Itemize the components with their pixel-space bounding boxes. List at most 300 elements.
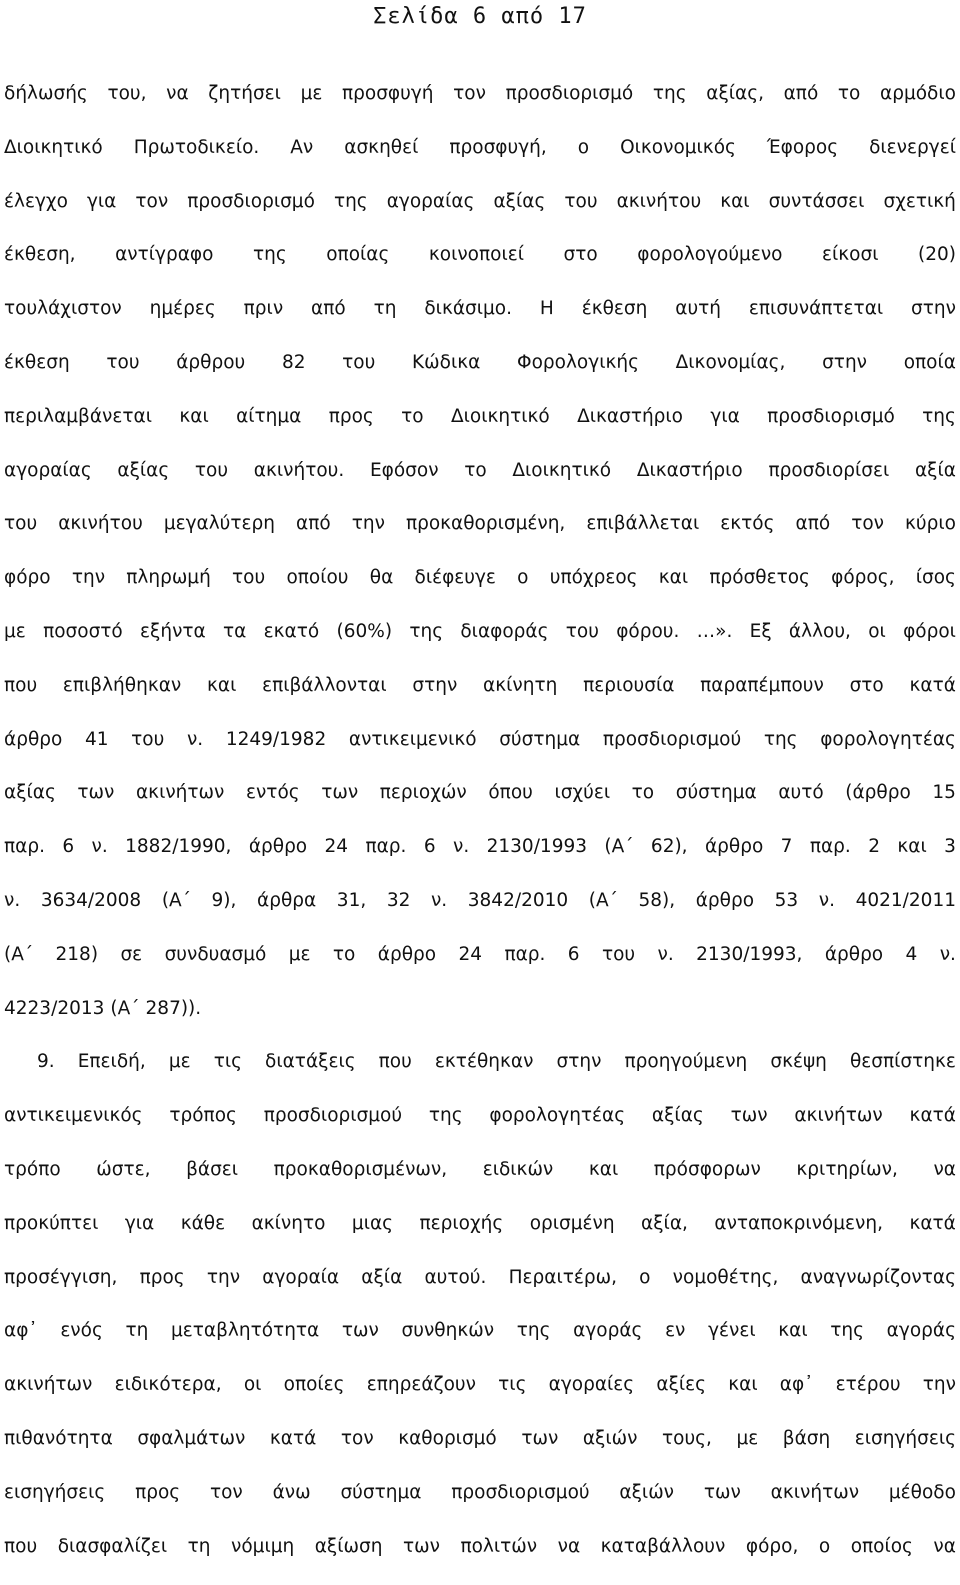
word: 2130/1993, [696, 943, 803, 965]
word: τη [373, 298, 397, 320]
word: περιλαμβάνεται [4, 405, 152, 427]
word: το [631, 782, 655, 804]
word: ώστε, [96, 1158, 151, 1180]
word: σφαλμάτων [137, 1427, 246, 1449]
word: αξία [361, 1266, 403, 1288]
word: στην [556, 1051, 602, 1073]
word: κατά [909, 674, 956, 696]
word: των [521, 1427, 559, 1449]
word: αγοραίας [4, 459, 92, 481]
word: συνθηκών [401, 1320, 495, 1342]
word: διατάξεις [265, 1051, 356, 1073]
word: και [728, 1374, 758, 1396]
word: έκθεση [4, 351, 70, 373]
word: από [795, 513, 831, 535]
word: αγοραία [262, 1266, 340, 1288]
word: προκύπτει [4, 1212, 99, 1234]
word: αντικειμενικό [348, 728, 477, 750]
word: 3634/2008 [40, 889, 142, 911]
word: φόροι [903, 620, 956, 642]
word: ν. [4, 889, 21, 911]
text-line [0, 187, 960, 241]
text-line [0, 1370, 960, 1424]
word: άρθρου [176, 351, 246, 373]
word: αγοραίας [386, 190, 475, 212]
word: φορολογούμενο [637, 244, 783, 266]
word: τις [213, 1051, 242, 1073]
word: αναγνωρίζοντας [800, 1266, 956, 1288]
word: 7 [780, 836, 793, 858]
word: αξία, [641, 1212, 688, 1234]
word: κύριο [905, 513, 956, 535]
word: συντάσσει [768, 190, 865, 212]
word: 6 [423, 836, 436, 858]
word: ακίνητη [483, 674, 558, 696]
word: με [300, 83, 323, 104]
word: τις [498, 1374, 527, 1396]
text-line [0, 79, 960, 133]
word: σκέψη [770, 1051, 827, 1073]
word: ακινήτων [770, 1481, 860, 1503]
word: (Α΄ [4, 943, 34, 965]
word: οποίου [286, 567, 349, 589]
word: προηγούμενη [624, 1051, 748, 1073]
word: πληρωμή [126, 567, 211, 589]
word: στην [822, 351, 868, 373]
word: εντός [245, 782, 300, 804]
word: ν. [657, 943, 674, 965]
word: 4 [905, 943, 918, 965]
word: ακινήτων [135, 782, 225, 804]
word: εκατό [263, 620, 320, 642]
word: ακινήτου [616, 190, 702, 212]
word: είκοσι [822, 244, 879, 266]
word: Πρωτοδικείο. [133, 136, 260, 158]
word: άλλου, [788, 620, 851, 642]
word: Επειδή, [77, 1051, 146, 1073]
word: αυτό [778, 782, 824, 804]
word: 6 [567, 943, 580, 965]
word: πρόσθετος [709, 567, 810, 589]
word: προκαθορισμένων, [273, 1158, 448, 1180]
document-body [0, 79, 960, 1585]
word: παρ. [504, 943, 546, 965]
word: να [933, 1158, 956, 1180]
text-line [0, 402, 960, 456]
word: 9. [37, 1051, 55, 1073]
word: του [564, 190, 598, 212]
word: του [4, 513, 38, 535]
word: τον [209, 1481, 243, 1503]
word: αξίας, [706, 83, 764, 104]
word: προσφυγή, [449, 136, 547, 158]
word: πριν [243, 298, 284, 320]
word: και [720, 190, 750, 212]
word: δικάσιμο. [424, 298, 512, 320]
word: επιβάλλεται [586, 513, 700, 535]
word: αφ᾽ [4, 1320, 38, 1342]
word: 24 [458, 943, 483, 965]
word: εισηγήσεις [4, 1481, 106, 1503]
word: ακινήτου [58, 513, 143, 535]
word: άρθρο [377, 943, 437, 965]
word: μιας [351, 1212, 394, 1234]
word: που [378, 1051, 412, 1073]
word: να [933, 1535, 956, 1557]
word: των [703, 1481, 741, 1503]
word: Αν [290, 136, 314, 158]
word: Περαιτέρω, [508, 1266, 617, 1288]
text-line [0, 348, 960, 402]
word: της [428, 1105, 463, 1127]
word: άρθρα [257, 889, 317, 911]
word: επισυνάπτεται [748, 298, 884, 320]
word: προσδιορισμό [505, 83, 634, 104]
text-line [0, 671, 960, 725]
page-number-header: Σελίδα 6 από 17 [373, 4, 587, 29]
word: κατά [909, 1212, 956, 1234]
word: Δικαστήριο [577, 405, 684, 427]
word: ν. [818, 889, 835, 911]
word: νομοθέτης, [672, 1266, 779, 1288]
text-line [0, 1101, 960, 1155]
word: της [516, 1320, 551, 1342]
word: 31, [336, 889, 367, 911]
word: έκθεση, [4, 244, 76, 266]
word: της [252, 244, 287, 266]
word: και [179, 405, 209, 427]
word: της [652, 83, 687, 104]
word: Φορολογικής [517, 351, 639, 373]
word: ν. [453, 836, 470, 858]
word: των [730, 1105, 768, 1127]
word: ο [818, 1535, 831, 1557]
word: 1882/1990, [125, 836, 232, 858]
text-line [0, 886, 960, 940]
word: 32 [386, 889, 411, 911]
text-line [0, 725, 960, 779]
word: φορολογητέας [489, 1105, 626, 1127]
text-line [0, 778, 960, 832]
word: οποίος [850, 1535, 913, 1557]
word: 41 [84, 728, 109, 750]
word: τον [851, 513, 884, 535]
word: ο [577, 136, 590, 158]
word: του [194, 459, 229, 481]
word: αγοραίες [548, 1374, 635, 1396]
word: να [166, 83, 189, 104]
word: άρθρο [4, 728, 63, 750]
word: την [922, 1374, 956, 1396]
word: των [402, 1535, 440, 1557]
word: (20) [918, 244, 956, 266]
text-line [0, 940, 960, 994]
word: Οικονομικός [620, 136, 736, 158]
word: ζητήσει [208, 83, 281, 104]
word: θα [369, 567, 394, 589]
word: σε [120, 943, 143, 965]
word: μεταβλητότητα [171, 1320, 320, 1342]
word: διασφαλίζει [57, 1535, 168, 1557]
word: υπόχρεος [549, 567, 638, 589]
word: ισχύει [554, 782, 611, 804]
word: ενός [60, 1320, 103, 1342]
word: οποίες [283, 1374, 345, 1396]
word: αξίωση [314, 1535, 383, 1557]
word: που [4, 1535, 38, 1557]
word: 15 [932, 782, 956, 804]
word: προσέγγιση, [4, 1266, 118, 1288]
word: ειδικών [482, 1158, 554, 1180]
word: οι [868, 620, 886, 642]
word: αξίας [493, 190, 546, 212]
word: άρθρο [824, 943, 884, 965]
word: 4223/2013 [4, 997, 105, 1019]
word: γένει [708, 1320, 756, 1342]
word: 6 [62, 836, 75, 858]
word: μέθοδο [888, 1481, 956, 1503]
text-line [0, 1532, 960, 1585]
word: της [763, 728, 798, 750]
word: στην [412, 674, 458, 696]
word: εξήντα [140, 620, 206, 642]
word: ακινήτου. [253, 459, 345, 481]
text-line [0, 563, 960, 617]
word: 287)). [145, 997, 202, 1019]
word: αξίας [4, 782, 56, 804]
text-line-paragraph-start [0, 1047, 960, 1101]
word: του [342, 351, 376, 373]
word: του [565, 620, 599, 642]
word: και [207, 674, 237, 696]
word: Εξ [749, 620, 772, 642]
word: οποία [903, 351, 956, 373]
word: άνω [272, 1481, 311, 1503]
word: και [658, 567, 689, 589]
word: ο [639, 1266, 651, 1288]
word: Κώδικα [412, 351, 481, 373]
word: τους, [661, 1427, 712, 1449]
word: αφ᾽ [779, 1374, 814, 1396]
word: πρόσφορων [653, 1158, 761, 1180]
word: 218) [55, 943, 99, 965]
word: και [588, 1158, 619, 1180]
word: περιουσία [583, 674, 675, 696]
text-line [0, 240, 960, 294]
word: της [922, 405, 956, 427]
word: διενεργεί [869, 136, 956, 158]
word: προσδιορισμό [187, 190, 315, 212]
word: το [837, 83, 861, 104]
word: ακινήτων [4, 1374, 93, 1396]
word: ν. [186, 728, 204, 750]
word: επηρεάζουν [366, 1374, 476, 1396]
word: των [321, 782, 359, 804]
word: ορισμένη [529, 1212, 615, 1234]
word: 58), [638, 889, 676, 911]
word: με [4, 620, 26, 642]
word: θεσπίστηκε [849, 1051, 956, 1073]
word: από [783, 83, 819, 104]
word: αντίγραφο [115, 244, 214, 266]
word: παρ. [809, 836, 851, 858]
word: αντικειμενικός [4, 1105, 143, 1127]
word: φόρο, [745, 1535, 799, 1557]
word: 53 [774, 889, 799, 911]
word: πολιτών [460, 1535, 538, 1557]
word: αξιών [582, 1427, 638, 1449]
text-line [0, 1478, 960, 1532]
word: 3842/2010 [467, 889, 569, 911]
word: αγοράς [573, 1320, 643, 1342]
word: Διοικητικό [512, 459, 612, 481]
text-line-paragraph-end [0, 994, 960, 1048]
word: προκαθορισμένη, [405, 513, 566, 535]
word: εκτέθηκαν [434, 1051, 534, 1073]
text-line [0, 133, 960, 187]
word: (60%) [336, 620, 393, 642]
word: παραπέμπουν [700, 674, 824, 696]
word: κατά [909, 1105, 956, 1127]
word: (Α΄ [588, 889, 618, 911]
word: άρθρο [695, 889, 755, 911]
word: προσδιορισμού [451, 1481, 590, 1503]
word: δήλωσής [4, 83, 88, 104]
word: Διοικητικό [450, 405, 550, 427]
word: βάσει [186, 1158, 239, 1180]
word: προσδιορισμού [602, 728, 742, 750]
word: που [4, 674, 38, 696]
word: προς [139, 1266, 185, 1288]
word: οποίας [326, 244, 390, 266]
word: τη [187, 1535, 211, 1557]
word: (άρθρο [845, 782, 911, 804]
word: μεγαλύτερη [163, 513, 275, 535]
word: Δικονομίας, [675, 351, 786, 373]
word: του [106, 351, 140, 373]
text-line [0, 617, 960, 671]
word: καθορισμό [398, 1427, 497, 1449]
word: (Α΄ [604, 836, 634, 858]
word: προς [135, 1481, 181, 1503]
word: (Α΄ [161, 889, 191, 911]
word: στην [911, 298, 956, 320]
word: ακινήτων [794, 1105, 883, 1127]
word: από [296, 513, 331, 535]
word: ν. [939, 943, 956, 965]
word: 62), [650, 836, 688, 858]
word: ν. [91, 836, 108, 858]
word: τον [135, 190, 169, 212]
word: 24 [324, 836, 349, 858]
text-line [0, 1155, 960, 1209]
word: παρ. [365, 836, 407, 858]
word: περιοχής [419, 1212, 504, 1234]
word: περιοχών [379, 782, 467, 804]
word: με [736, 1427, 759, 1449]
word: τα [223, 620, 247, 642]
word: ετέρου [835, 1374, 901, 1396]
word: Η [539, 298, 554, 320]
word: άρθρο [248, 836, 308, 858]
word: έλεγχο [4, 190, 68, 212]
word: νόμιμη [231, 1535, 295, 1557]
word: αυτού. [424, 1266, 487, 1288]
text-line [0, 1424, 960, 1478]
word: πιθανότητα [4, 1427, 113, 1449]
word: οι [243, 1374, 262, 1396]
word: Διοικητικό [4, 136, 103, 158]
word: εν [665, 1320, 686, 1342]
word: προσδιορισμό [767, 405, 895, 427]
text-line [0, 1316, 960, 1370]
word: αξίες [656, 1374, 707, 1396]
word: ανταποκρινόμενη, [714, 1212, 883, 1234]
word: 1249/1982 [225, 728, 327, 750]
text-line [0, 1209, 960, 1263]
word: φόρος, [831, 567, 895, 589]
word: για [124, 1212, 155, 1234]
word: …». [696, 620, 733, 642]
word: συνδυασμό [164, 943, 267, 965]
word: επιβλήθηκαν [62, 674, 182, 696]
word: ασκηθεί [344, 136, 419, 158]
text-line [0, 456, 960, 510]
word: εισηγήσεις [854, 1427, 956, 1449]
text-line [0, 509, 960, 563]
word: Εφόσον [369, 459, 439, 481]
word: το [332, 943, 356, 965]
word: 4021/2011 [855, 889, 956, 911]
word: τουλάχιστον [4, 298, 122, 320]
word: της [409, 620, 444, 642]
word: διαφοράς [460, 620, 549, 642]
word: 3 [944, 836, 956, 858]
word: για [86, 190, 117, 212]
word: να [557, 1535, 581, 1557]
word: βάση [782, 1427, 831, 1449]
word: του [601, 943, 636, 965]
word: Δικαστήριο [636, 459, 743, 481]
word: των [77, 782, 115, 804]
word: αυτή [675, 298, 722, 320]
word: σύστημα [499, 728, 581, 750]
word: σύστημα [675, 782, 757, 804]
word: του, [107, 83, 147, 104]
word: 9), [211, 889, 237, 911]
word: και [778, 1320, 808, 1342]
word: Έφορος [766, 136, 839, 158]
word: προσφυγή [342, 83, 434, 104]
word: επιβάλλονται [262, 674, 387, 696]
word: σύστημα [340, 1481, 422, 1503]
word: της [333, 190, 368, 212]
word: το [401, 405, 424, 427]
word: την [71, 567, 106, 589]
word: από [311, 298, 346, 320]
word: τρόπο [4, 1158, 61, 1180]
word: προσδιορισμού [263, 1105, 403, 1127]
word: καταβάλλουν [600, 1535, 726, 1557]
word: διέφευγε [414, 567, 496, 589]
word: προσδιορίσει [768, 459, 890, 481]
word: της [830, 1320, 865, 1342]
word: 82 [281, 351, 306, 373]
word: κάθε [180, 1212, 226, 1234]
word: κοινοποιεί [428, 244, 524, 266]
word: παρ. [4, 836, 45, 858]
word: το [464, 459, 487, 481]
